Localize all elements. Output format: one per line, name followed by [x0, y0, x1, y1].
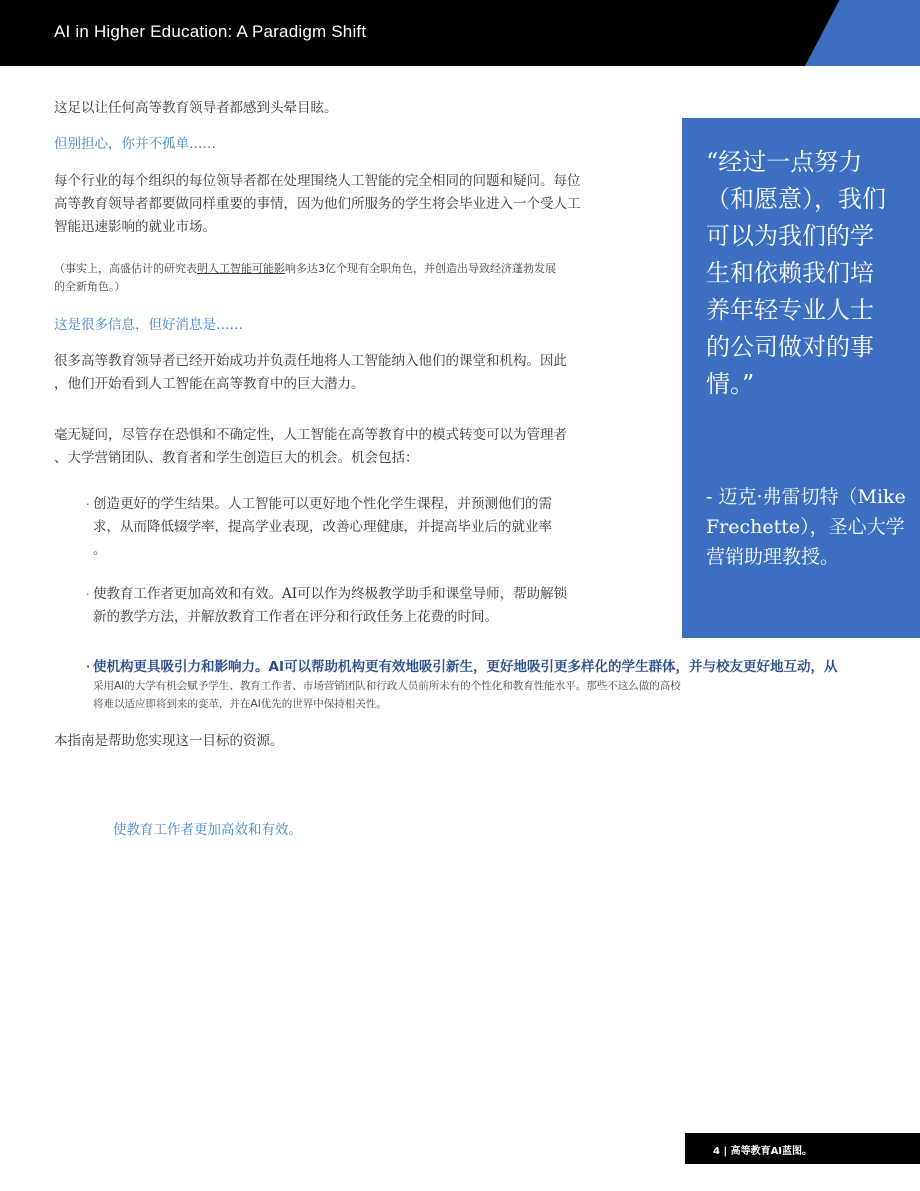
- paragraph-line: 智能迅速影响的就业市场。: [54, 219, 216, 235]
- note-text: （事实上，高盛估计的研究表: [54, 262, 197, 275]
- subheading-not-alone: 但别担心，你并不孤单……: [54, 136, 216, 152]
- goldman-note: [54, 259, 556, 278]
- header-accent-shape: [805, 0, 920, 66]
- paragraph-line: 很多高等教育领导者已经开始成功并负责任地将人工智能纳入他们的课堂和机构。因此: [54, 353, 567, 369]
- footer-page-label: 4 | 高等教育AI蓝图。: [713, 1146, 813, 1157]
- note-text: 响多达3亿个现有全职角色，并创造出导致经济蓬勃发展: [285, 262, 556, 275]
- header-title: AI in Higher Education: A Paradigm Shift: [54, 22, 367, 41]
- note-line: 的全新角色。）: [54, 280, 126, 293]
- bullet-text: 创造更好的学生结果。人工智能可以更好地个性化学生课程，并预测他们的需: [93, 496, 552, 512]
- bullet-dot: ·: [86, 498, 90, 511]
- paragraph-line: 、大学营销团队、教育者和学生创造巨大的机会。机会包括：: [54, 450, 419, 466]
- bullet-line: 。: [93, 542, 107, 558]
- educators-link[interactable]: 使教育工作者更加高效和有效。: [113, 822, 302, 838]
- bullet-dot: ·: [86, 660, 91, 673]
- paragraph-line: 每个行业的每个组织的每位领导者都在处理围绕人工智能的完全相同的问题和疑问。每位: [54, 173, 581, 189]
- paragraph-line: 毫无疑问，尽管存在恐惧和不确定性，人工智能在高等教育中的模式转变可以为管理者: [54, 427, 567, 443]
- bullet-sub-line: 采用AI的大学有机会赋予学生、教育工作者、市场营销团队和行政人员前所未有的个性化和教育性能水平。那些不这么做的高校: [93, 680, 681, 692]
- closing-paragraph: 本指南是帮助您实现这一目标的资源。: [54, 733, 284, 749]
- subheading-good-news: 这是很多信息，但好消息是……: [54, 317, 243, 333]
- page-header: [0, 0, 920, 66]
- page-footer: [685, 1133, 920, 1164]
- bullet-text: 使机构更具吸引力和影响力。AI可以帮助机构更有效地吸引新生，更好地吸引更多样化的学生群体，并与校友更好地互动，从: [93, 659, 838, 675]
- bullet-bold-line: [86, 656, 920, 678]
- pull-quote-box: [682, 118, 920, 638]
- pull-quote-attribution: - 迈克·弗雷切特（Mike Frechette），圣心大学营销助理教授。: [706, 486, 906, 568]
- bullet-line: 新的教学方法，并解放教育工作者在评分和行政任务上花费的时间。: [93, 609, 498, 625]
- bullet-sub-line: 将难以适应即将到来的变革，并在AI优先的世界中保持相关性。: [93, 698, 387, 710]
- bullet-dot: ·: [86, 588, 90, 601]
- bullet-line: [86, 493, 552, 516]
- intro-paragraph: 这足以让任何高等教育领导者都感到头晕目眩。: [54, 100, 338, 116]
- bullet-line: [86, 583, 568, 606]
- bullet-line: 求，从而降低辍学率，提高学业表现，改善心理健康，并提高毕业后的就业率: [93, 519, 552, 535]
- paragraph-line: 高等教育领导者都要做同样重要的事情，因为他们所服务的学生将会毕业进入一个受人工: [54, 196, 581, 212]
- pull-quote-text: “经过一点努力（和愿意），我们可以为我们的学生和依赖我们培养年轻专业人士的公司做对的事情。”: [706, 148, 886, 398]
- research-link[interactable]: 明人工智能可能影: [197, 262, 285, 275]
- bullet-text: 使教育工作者更加高效和有效。AI可以作为终极教学助手和课堂导师，帮助解锁: [93, 586, 568, 602]
- paragraph-line: ，他们开始看到人工智能在高等教育中的巨大潜力。: [54, 376, 365, 392]
